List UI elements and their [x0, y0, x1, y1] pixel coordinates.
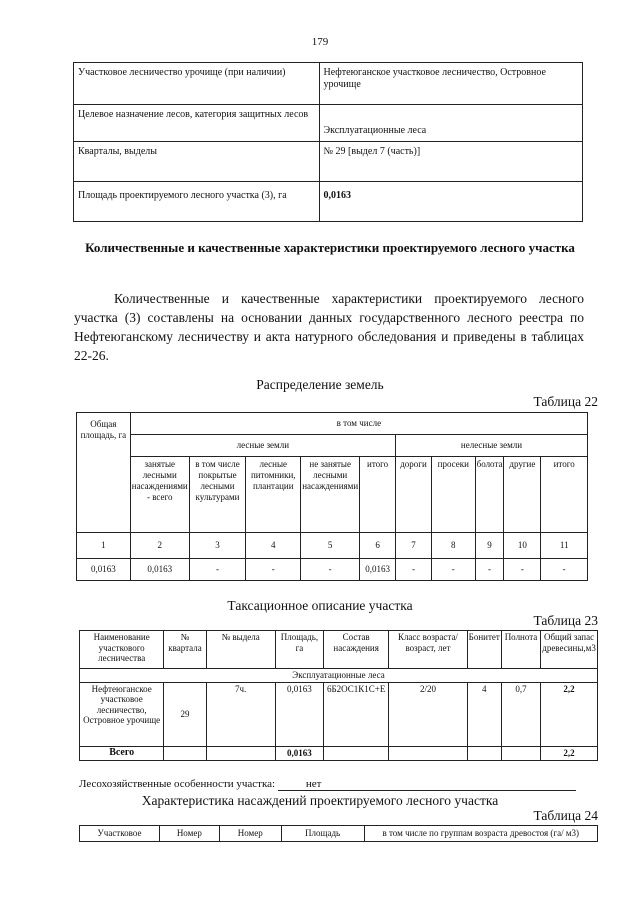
stock-value: 2,2 — [541, 682, 598, 746]
info-label: Целевое назначение лесов, категория защитных лесов — [74, 105, 320, 142]
column-number-row — [77, 533, 588, 559]
features-label: Лесохозяйственные особенности участка: — [79, 778, 276, 790]
land-distribution-table — [76, 412, 588, 581]
table-cell: 0,0163 — [360, 559, 396, 581]
col-header: Бонитет — [467, 631, 501, 669]
col-header: Общий запас древесины,м3 — [541, 631, 598, 669]
table22-title: Распределение земель — [256, 377, 384, 392]
col-header: Номер — [159, 826, 219, 842]
col-nonforest-lands: нелесные земли — [395, 435, 587, 457]
col-header: Полнота — [501, 631, 540, 669]
column-number: 2 — [130, 533, 189, 559]
column-number: 3 — [189, 533, 246, 559]
col-header: Наименование участкового лесничества — [80, 631, 164, 669]
section-number: 7ч. — [206, 682, 275, 746]
col-header: Класс возраста/ возраст, лет — [389, 631, 467, 669]
column-number: 8 — [432, 533, 476, 559]
col-header: болота — [475, 457, 504, 533]
info-value: 0,0163 — [319, 182, 583, 222]
quarter-number: 29 — [164, 682, 206, 746]
column-number: 6 — [360, 533, 396, 559]
table-cell: - — [189, 559, 246, 581]
plot-info-table — [73, 62, 583, 222]
col-header: итого — [541, 457, 588, 533]
age-value: 2/20 — [389, 682, 467, 746]
column-number: 4 — [246, 533, 301, 559]
col-header: другие — [504, 457, 541, 533]
stand-characteristics-table — [79, 825, 598, 842]
table-row — [80, 682, 598, 746]
table-cell: - — [432, 559, 476, 581]
col-forest-lands: лесные земли — [130, 435, 395, 457]
col-total-area: Общая площадь, га — [77, 413, 131, 533]
info-row — [74, 182, 583, 222]
info-value: Нефтеюганское участковое лесничество, Островное урочище — [319, 63, 583, 105]
column-number: 5 — [301, 533, 360, 559]
col-header: дороги — [395, 457, 431, 533]
column-number: 9 — [475, 533, 504, 559]
col-header: Номер — [219, 826, 281, 842]
col-header: № выдела — [206, 631, 275, 669]
table-cell: - — [301, 559, 360, 581]
col-header: в том числе по группам возраста древостоя (га/ м3) — [364, 826, 597, 842]
total-area: 0,0163 — [275, 746, 323, 760]
col-header: итого — [360, 457, 396, 533]
forestry-features-line — [79, 778, 576, 791]
info-label: Кварталы, выделы — [74, 142, 320, 182]
info-value: Эксплуатационные леса — [319, 105, 583, 142]
forestry-name: Нефтеюганское участковое лесничество, Островное урочище — [80, 682, 164, 746]
table22-label: Таблица 22 — [533, 394, 598, 409]
page-number: 179 — [311, 36, 329, 48]
table-cell: 0,0163 — [77, 559, 131, 581]
col-header: не занятые лесными насаждениями — [301, 457, 360, 533]
col-header: лесные питомники, плантации — [246, 457, 301, 533]
forest-category-row: Эксплуатационные леса — [80, 669, 598, 683]
info-label: Площадь проектируемого лесного участка (3), га — [74, 182, 320, 222]
taxation-description-table — [79, 630, 598, 761]
column-number: 11 — [541, 533, 588, 559]
table-row — [77, 559, 588, 581]
table23-title: Таксационное описание участка — [227, 598, 413, 613]
col-header: Состав насаждения — [324, 631, 389, 669]
info-row — [74, 105, 583, 142]
col-header: Участковое — [80, 826, 160, 842]
total-row — [80, 746, 598, 760]
table-cell: - — [395, 559, 431, 581]
col-header: Площадь, га — [275, 631, 323, 669]
col-header: занятые лесными насаждениями - всего — [130, 457, 189, 533]
table24-title: Характеристика насаждений проектируемого лесного участка — [141, 793, 499, 808]
table24-label: Таблица 24 — [533, 808, 598, 823]
col-including: в том числе — [130, 413, 587, 435]
info-value: № 29 [выдел 7 (часть)] — [319, 142, 583, 182]
composition-value: 6Б2ОС1К1С+Е — [324, 682, 389, 746]
col-header: просеки — [432, 457, 476, 533]
table23-label: Таблица 23 — [533, 613, 598, 628]
table-cell: - — [475, 559, 504, 581]
column-number: 1 — [77, 533, 131, 559]
density-value: 0,7 — [501, 682, 540, 746]
col-header: Площадь — [281, 826, 364, 842]
info-row — [74, 142, 583, 182]
table-cell: - — [541, 559, 588, 581]
col-header: в том числе покрытые лесными культурами — [189, 457, 246, 533]
info-label: Участковое лесничество урочище (при наличии) — [74, 63, 320, 105]
col-header: № квартала — [164, 631, 206, 669]
section-heading: Количественные и качественные характеристики проектируемого лесного участка — [85, 240, 575, 255]
column-number: 10 — [504, 533, 541, 559]
info-row — [74, 63, 583, 105]
area-value: 0,0163 — [275, 682, 323, 746]
bonitet-value: 4 — [467, 682, 501, 746]
table-cell: - — [504, 559, 541, 581]
intro-paragraph: Количественные и качественные характеристики проектируемого лесного участка (3) составлены на основании данных государственного лесного реестра по Нефтеюганскому лесничеству и акта натурного обследования и приведены в таблицах 22-26. — [74, 291, 584, 363]
total-label: Всего — [80, 746, 164, 760]
total-stock: 2,2 — [541, 746, 598, 760]
table-cell: - — [246, 559, 301, 581]
features-value: нет — [278, 778, 576, 791]
column-number: 7 — [395, 533, 431, 559]
table-cell: 0,0163 — [130, 559, 189, 581]
